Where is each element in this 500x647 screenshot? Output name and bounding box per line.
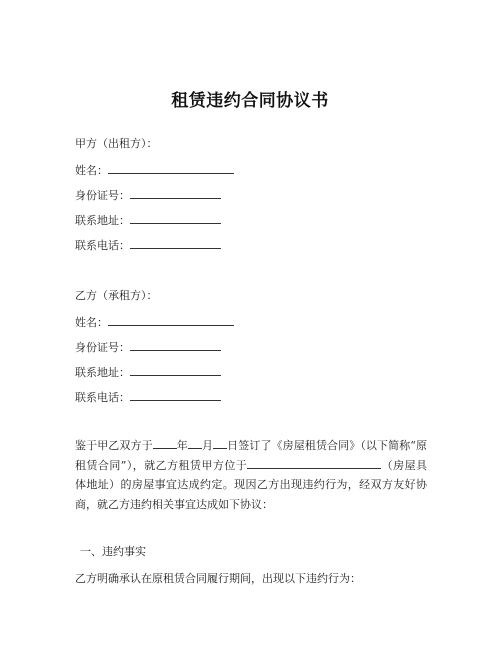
party-a-phone-blank[interactable] <box>130 237 221 249</box>
intro-day-blank[interactable] <box>213 438 227 449</box>
party-b-address-blank[interactable] <box>130 364 221 376</box>
intro-paragraph <box>75 436 427 514</box>
party-a-name-blank[interactable] <box>108 162 234 174</box>
intro-year-label: 年 <box>176 439 188 452</box>
party-a-heading: 甲方（出租方）： <box>75 137 158 150</box>
party-a-address-label: 联系地址： <box>75 214 130 227</box>
party-a-address-row <box>75 212 221 228</box>
intro-year-blank[interactable] <box>153 438 177 449</box>
party-b-phone-row <box>75 389 221 405</box>
intro-month-label: 月 <box>201 439 214 452</box>
party-b-name-blank[interactable] <box>108 314 234 326</box>
party-b-id-label: 身份证号： <box>75 341 130 354</box>
intro-text-2: 日签订了《房屋租赁合同》（以下简称“原租赁合同”），就乙方租赁甲方位于 <box>75 439 428 472</box>
party-a-name-row <box>75 162 234 178</box>
party-b-id-blank[interactable] <box>130 339 221 351</box>
party-b-name-row <box>75 314 234 330</box>
party-b-name-label: 姓名： <box>75 316 108 329</box>
party-a-phone-label: 联系电话： <box>75 239 130 252</box>
party-b-address-row <box>75 364 221 380</box>
intro-text-1: 鉴于甲乙双方于 <box>75 439 153 452</box>
party-b-phone-label: 联系电话： <box>75 391 130 404</box>
party-b-id-row <box>75 339 221 355</box>
intro-month-blank[interactable] <box>188 438 202 449</box>
party-a-phone-row <box>75 237 221 253</box>
intro-address-blank[interactable] <box>247 458 381 469</box>
section-1-heading: 一、违约事实 <box>80 545 146 558</box>
party-b-address-label: 联系地址： <box>75 366 130 379</box>
party-a-address-blank[interactable] <box>130 212 221 224</box>
intro-text-3: （房屋具体地址）的房屋事宜达成约定。现因乙方出现违约行为，经双方友好协商，就乙方违约相关事宜达成如下协议： <box>75 458 428 511</box>
party-a-id-row <box>75 187 221 203</box>
party-b-phone-blank[interactable] <box>130 389 221 401</box>
party-a-id-blank[interactable] <box>130 187 221 199</box>
party-a-id-label: 身份证号： <box>75 189 130 202</box>
party-a-name-label: 姓名： <box>75 164 108 177</box>
section-1-text: 乙方明确承认在原租赁合同履行期间，出现以下违约行为： <box>75 572 361 585</box>
party-b-heading: 乙方（承租方）： <box>75 289 158 302</box>
document-title: 租赁违约合同协议书 <box>171 91 329 111</box>
